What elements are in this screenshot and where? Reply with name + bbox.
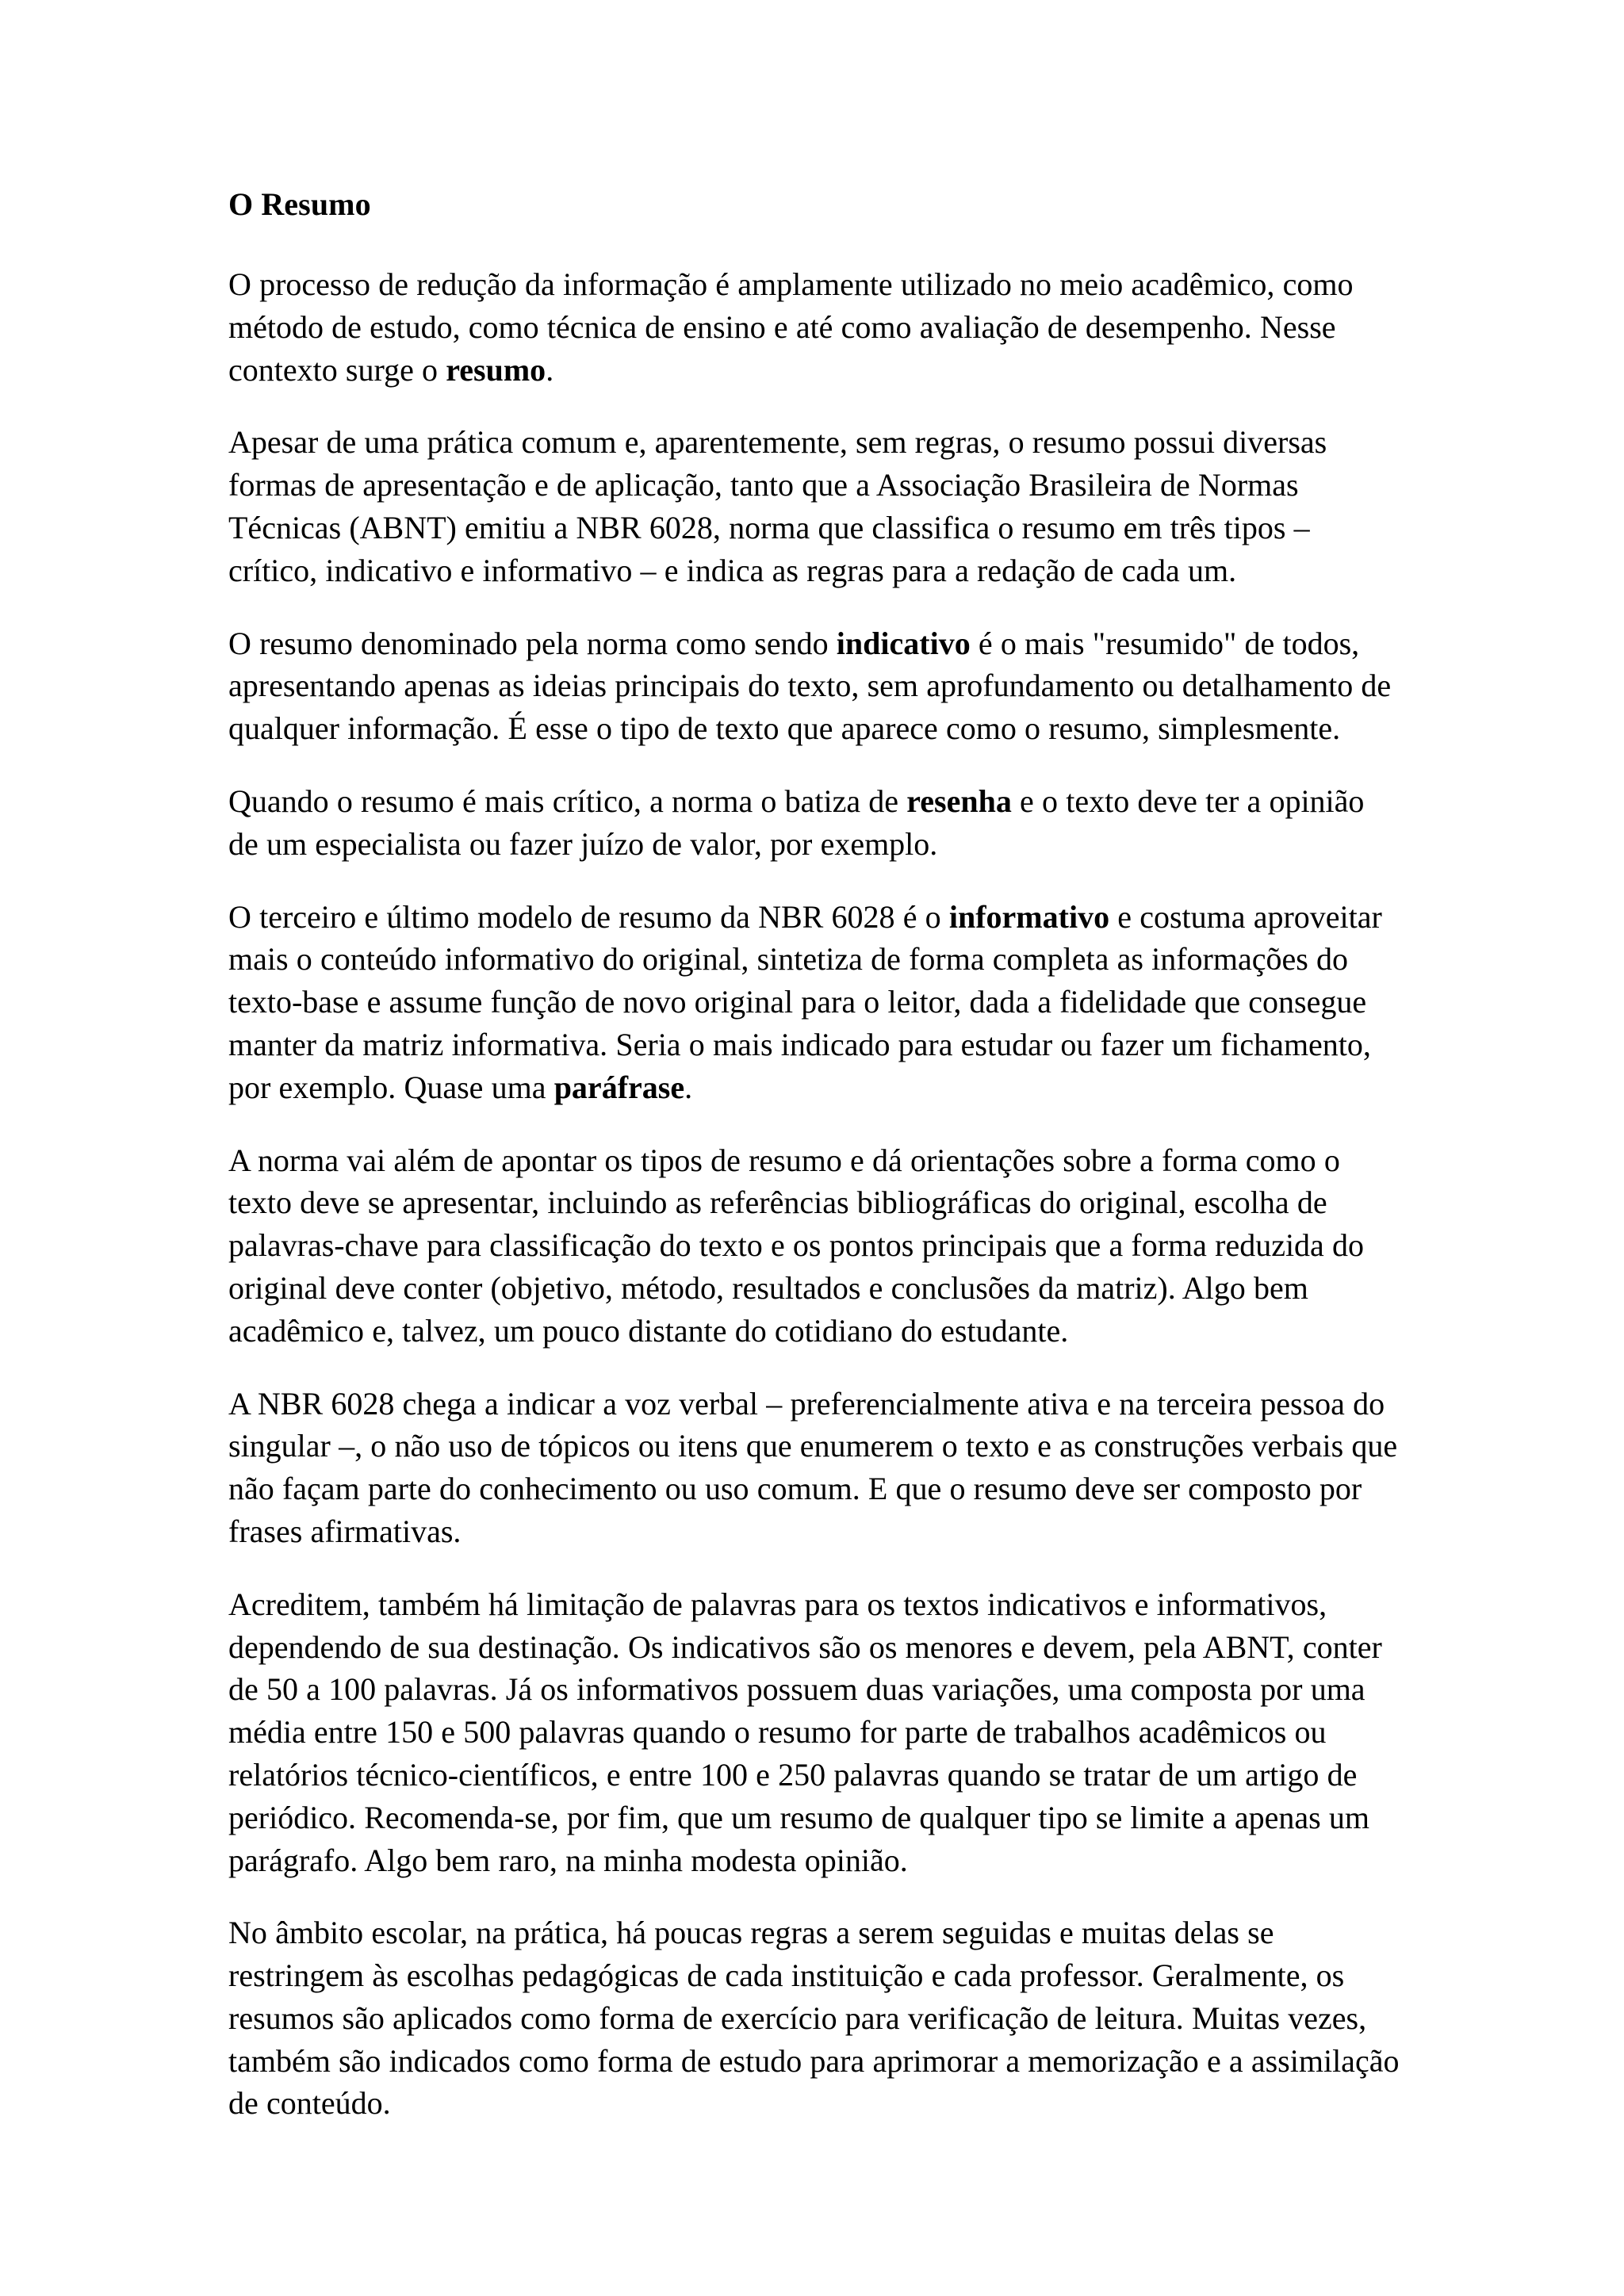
paragraph-p8 bbox=[228, 1583, 1402, 1882]
body-text: Quando o resumo é mais crítico, a norma o batiza de bbox=[228, 783, 907, 819]
body-text: A norma vai além de apontar os tipos de resumo e dá orientações sobre a forma como o texto deve se apresentar, incluindo as referências bibliográficas do original, escolha de palavras-chave para classificação do texto e os pontos principais que a forma reduzida do original deve conter (objetivo, método, resultados e conclusões da matriz). Algo bem acadêmico e, talvez, um pouco distante do cotidiano do estudante. bbox=[228, 1142, 1365, 1349]
body-text: Acreditem, também há limitação de palavras para os textos indicativos e informativos, dependendo de sua destinação. Os indicativos são os menores e devem, pela ABNT, conter de 50 a 100 palavras. Já os informativos possuem duas variações, uma composta por uma média entre 150 e 500 palavras quando o resumo for parte de trabalhos acadêmicos ou relatórios técnico-científicos, e entre 100 e 250 palavras quando se tratar de um artigo de periódico. Recomenda-se, por fim, que um resumo de qualquer tipo se limite a apenas um parágrafo. Algo bem raro, na minha modesta opinião. bbox=[228, 1586, 1382, 1878]
paragraph-p9 bbox=[228, 1911, 1402, 2125]
document-body bbox=[228, 184, 1402, 2125]
body-text: O terceiro e último modelo de resumo da NBR 6028 é o bbox=[228, 898, 949, 935]
body-text: O resumo denominado pela norma como sendo bbox=[228, 625, 837, 661]
paragraph-p4 bbox=[228, 780, 1402, 866]
paragraph-p6 bbox=[228, 1139, 1402, 1353]
paragraph-list bbox=[228, 263, 1402, 2125]
paragraph-p7 bbox=[228, 1383, 1402, 1553]
body-text: e costuma aproveitar mais o conteúdo informativo do original, sintetiza de forma completa as informações do texto-base e assume função de novo original para o leitor, dada a fidelidade que consegue manter da matriz informativa. Seria o mais indicado para estudar ou fazer um fichamento, por exemplo. Quase uma bbox=[228, 898, 1382, 1105]
paragraph-p3 bbox=[228, 622, 1402, 750]
emphasis-text: resenha bbox=[906, 783, 1012, 819]
emphasis-text: paráfrase bbox=[553, 1069, 685, 1105]
body-text: é o mais "resumido" de todos, apresentando apenas as ideias principais do texto, sem aprofundamento ou detalhamento de qualquer informação. É esse o tipo de texto que aparece como o resumo, simplesmente. bbox=[228, 625, 1392, 747]
paragraph-p2 bbox=[228, 421, 1402, 591]
body-text: Apesar de uma prática comum e, aparentemente, sem regras, o resumo possui diversas formas de apresentação e de aplicação, tanto que a Associação Brasileira de Normas Técnicas (ABNT) emitiu a NBR 6028, norma que classifica o resumo em três tipos – crítico, indicativo e informativo – e indica as regras para a redação de cada um. bbox=[228, 424, 1327, 588]
page-title: O Resumo bbox=[228, 186, 371, 222]
emphasis-text: resumo bbox=[446, 351, 546, 388]
paragraph-p1 bbox=[228, 263, 1402, 391]
emphasis-text: indicativo bbox=[836, 625, 971, 661]
paragraph-p5 bbox=[228, 896, 1402, 1109]
body-text: . bbox=[684, 1069, 693, 1105]
emphasis-text: informativo bbox=[948, 898, 1110, 935]
body-text: . bbox=[546, 351, 554, 388]
body-text: e o texto deve ter a opinião de um especialista ou fazer juízo de valor, por exemplo. bbox=[228, 783, 1365, 862]
body-text: O processo de redução da informação é amplamente utilizado no meio acadêmico, como método de estudo, como técnica de ensino e até como avaliação de desempenho. Nesse contexto surge o bbox=[228, 266, 1354, 388]
body-text: A NBR 6028 chega a indicar a voz verbal – preferencialmente ativa e na terceira pessoa do singular –, o não uso de tópicos ou itens que enumerem o texto e as construções verbais que não façam parte do conhecimento ou uso comum. E que o resumo deve ser composto por frases afirmativas. bbox=[228, 1385, 1398, 1549]
body-text: No âmbito escolar, na prática, há poucas regras a serem seguidas e muitas delas se restringem às escolhas pedagógicas de cada instituição e cada professor. Geralmente, os resumos são aplicados como forma de exercício para verificação de leitura. Muitas vezes, também são indicados como forma de estudo para aprimorar a memorização e a assimilação de conteúdo. bbox=[228, 1915, 1400, 2122]
